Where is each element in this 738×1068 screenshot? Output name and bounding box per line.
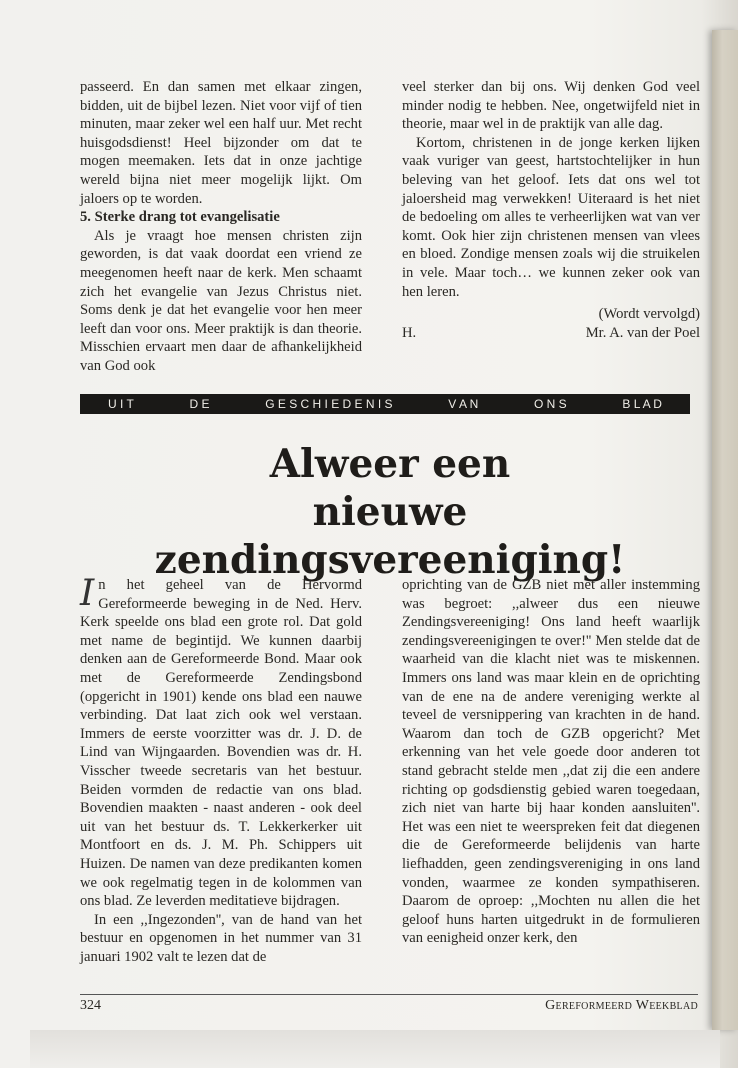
banner-word: O N S xyxy=(534,397,567,411)
bottom-left-paragraph-1 xyxy=(80,573,362,911)
bottom-right-paragraph-1: oprichting van de GZB niet met aller instemming was begroet: ,,alweer dus een nieuwe Zendingsvereeniging! Ons land heeft waarlijk zendingsvereenigingen te over!'' Men stelde dat de waarheid van die klacht niet was te miskennen. Immers ons land was maar klein en de oprichting van de ene na de andere vereniging werkte al teveel de versnippering van krachten in de hand. Waarom dan toch de GZB opgericht? Met erkenning van het vele goede door anderen tot stand gebracht stelde men ,,dat zij die een andere richting op godsdienstig gebied waren toegedaan, zich niet van harte bij haar konden aansluiten''. Het was een niet te weerspreken feit dat diegenen die de Gereformeerde belijdenis van harte liefhadden, geen zendingsvereniging in ons land vonden, waarmee ze konden sympathiseren. Daarom de oproep: ,,Mochten nu allen die het geloof huns harten uitgedrukt in de formulieren van eenigheid onzer kerk, den xyxy=(402,577,700,947)
headline-line-2: nieuwe zendingsvereeniging! xyxy=(154,489,626,583)
page-number: 324 xyxy=(80,998,101,1013)
top-left-paragraph-1: passeerd. En dan samen met elkaar zingen, bidden, uit de bijbel lezen. Niet voor vijf of tien minuten, maar zeker wel een half uur. Met recht huisgodsdienst! Heel bijzonder om dat te mogen meemaken. Iets dat in onze jachtige wereld bijna niet meer mogelijk lijkt. Om jaloers op te worden. xyxy=(80,79,362,207)
banner-word: V A N xyxy=(448,397,479,411)
banner-word: B L A D xyxy=(622,397,662,411)
section-banner xyxy=(80,394,690,414)
next-page-edge xyxy=(712,30,738,1030)
drop-cap: I xyxy=(80,573,95,614)
bottom-left-column xyxy=(80,573,362,966)
page-bottom-shadow xyxy=(30,1030,720,1068)
top-left-column xyxy=(80,78,362,376)
banner-word: D E xyxy=(189,397,210,411)
footer-rule xyxy=(80,994,698,995)
bottom-right-column xyxy=(402,576,700,948)
headline-line-1: Alweer een xyxy=(269,441,511,487)
bottom-left-paragraph-2: In een ,,Ingezonden'', van de hand van het bestuur en opgenomen in het nummer van 31 januari 1902 valt te lezen dat de xyxy=(80,911,362,965)
article-headline xyxy=(80,440,700,584)
section-heading: 5. Sterke drang tot evangelisatie xyxy=(80,209,280,226)
signature-row xyxy=(402,324,700,343)
top-left-paragraph-2: Als je vraagt hoe mensen christen zijn geworden, is dat vaak doordat een vriend ze meegenomen heeft naar de kerk. Men schaamt zich het evangelie van Jezus Christus niet. Soms denk je dat het evangelie voor hen meer leeft dan voor ons. Meer praktijk is dan theorie. Misschien ervaart men daar de afhankelijkheid van God ook xyxy=(80,227,362,374)
banner-word: G E S C H I E D E N I S xyxy=(265,397,393,411)
signature-initial: H. xyxy=(402,324,417,341)
bottom-left-paragraph-1-text: n het geheel van de Hervormd Gereformeerde beweging in de Ned. Herv. Kerk speelde ons blad een grote rol. Dat gold met name de begintijd. We kunnen daarbij denken aan de Gereformeerde Bond. Maar ook met de Gereformeerde Zendingsbond (opgericht in 1901) kende ons blad een nauwe verbinding. Dat laat zich ook wel verstaan. Immers de eerste voorzitter was dr. J. D. de Lind van Wijngaarden. Bovendien was dr. H. Visscher tweede secretaris van het bestuur. Beiden vormden de redactie van ons blad. Bovendien maakten - naast anderen - ook deel uit van het bestuur ds. T. Lekkerkerker uit Montfoort en ds. J. M. Ph. Schippers uit Huizen. De namen van deze predikanten komen we ook regelmatig tegen in de kolommen van ons blad. Ze leverden meditatieve bijdragen. xyxy=(80,577,362,910)
top-right-column xyxy=(402,78,700,342)
publication-title: Gereformeerd Weekblad xyxy=(545,998,698,1013)
author-name: Mr. A. van der Poel xyxy=(585,324,700,341)
top-right-paragraph-2: Kortom, christenen in de jonge kerken lijken vaak vuriger van geest, hartstochtelijker in hun beleving van het geloof. Iets dat ons wel tot jaloersheid mag verwekken! Uiteraard is het niet de bedoeling om alles te verheerlijken wat van ver komt. Ook hier zijn christenen mensen van vlees en bloed. Zondige mensen zoals wij die struikelen in vele. Maar toch… we kunnen zeker ook van hen leren. xyxy=(402,134,700,300)
continued-note: (Wordt vervolgd) xyxy=(598,306,700,323)
banner-word: U I T xyxy=(108,397,134,411)
top-right-paragraph-1: veel sterker dan bij ons. Wij denken God veel minder nodig te hebben. Nee, ongetwijfeld niet in theorie, maar wel in de praktijk van alle dag. xyxy=(402,79,700,133)
